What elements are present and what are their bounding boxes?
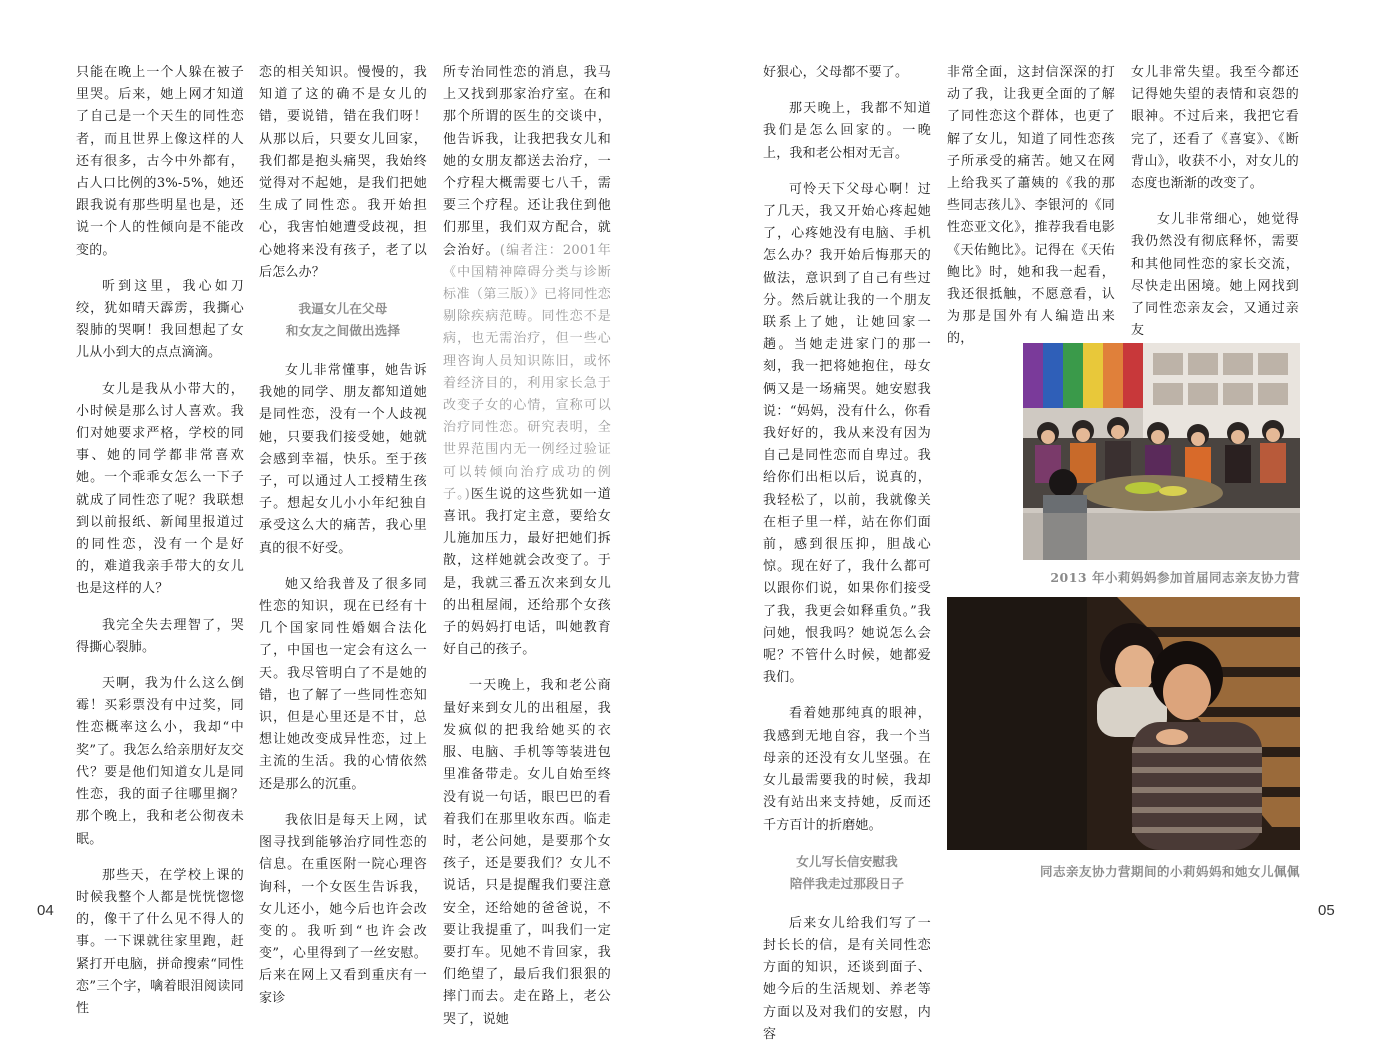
photo-caption: 同志亲友协力营期间的小莉妈妈和她女儿佩佩 <box>1039 864 1300 879</box>
paragraph: 天啊，我为什么这么倒霉！买彩票没有中过奖，同性恋概率这么小，我却“中奖”了。我怎么给亲朋好友交代？要是他们知道女儿是同性恋，我的面子往哪里搁？那个晚上，我和老公彻夜未眠。 <box>76 676 244 847</box>
paragraph: 女儿非常懂事，她告诉我她的同学、朋友都知道她是同性恋，没有一个人歧视她，只要我们接受她，她就会感到幸福，快乐。至于孩子，可以通过人工授精生孩子。想起女儿小小年纪独自承受这么大的痛苦，我心里真的很不好受。 <box>259 363 427 556</box>
right-column-2 <box>947 62 1115 365</box>
left-column-3 <box>443 62 611 1045</box>
section-subheading <box>259 298 427 342</box>
paragraph: 非常全面，这封信深深的打动了我，让我更全面的了解了同性恋这个群体，也更了解了女儿，知道了同性恋孩子所承受的痛苦。她又在网上给我买了蕭姨的《我的那些同志孩儿》、李银河的《同性恋亚文化》，推荐我看电影《天佑鲍比》。记得在《天佑鲍比》时，她和我一起看，我还很抵触，不愿意看，认为那是国外有人编造出来的， <box>947 65 1115 347</box>
paragraph: 她又给我普及了很多同性恋的知识，现在已经有十几个国家同性婚姻合法化了，中国也一定会有这么一天。我尽管明白了不是她的错，也了解了一些同性恋知识，但是心里还是不甘，总想让她改变成异性恋，过上主流的生活。我的心情依然还是那么的沉重。 <box>259 576 427 792</box>
editor-note: (编者注：2001年《中国精神障碍分类与诊断标准（第三版）》已将同性恋剔除疾病范畴。同性恋不是病，也无需治疗，但一些心理咨询人员知识陈旧，或怀着经济目的，利用家长急于改变子女的心情，宣称可以治疗同性恋。研究表明，全世界范围内无一例经过验证可以转倾向治疗成功的例子。) <box>443 242 611 502</box>
paragraph-text: 医生说的这些犹如一道喜讯。我打定主意，要给女儿施加压力，最好把她们拆散，这样她就会改变了。于是，我就三番五次来到女儿的出租屋闹，还给那个女孩子的妈妈打电话，叫她教育好自己的孩子。 <box>443 486 611 658</box>
mother-daughter-photo <box>947 597 1300 850</box>
left-column-1 <box>76 62 244 1034</box>
paragraph: 好狠心，父母都不要了。 <box>763 65 909 80</box>
paragraph: 看着她那纯真的眼神，我感到无地自容，我一个当母亲的还没有女儿坚强。在女儿最需要我的时候，我却没有站出来支持她，反而还千方百计的折磨她。 <box>763 706 931 833</box>
paragraph-text: 所专治同性恋的消息，我马上又找到那家治疗室。在和那个所谓的医生的交谈中，他告诉我，让我把我女儿和她的女朋友都送去治疗，一个疗程大概需要七八千，需要三个疗程。还让我住到他们那里，我们双方配合，就会治好。 <box>443 65 611 258</box>
subheading-line: 和女友之间做出选择 <box>285 323 401 339</box>
paragraph: 女儿是我从小带大的，小时候是那么讨人喜欢。我们对她要求严格，学校的同事、她的同学都非常喜欢她。一个乖乖女怎么一下子就成了同性恋了呢？我联想到以前报纸、新闻里报道过的同性恋，没有一个是好的，难道我亲手带大的女儿也是这样的人？ <box>76 381 244 597</box>
paragraph: 那天晚上，我都不知道我们是怎么回家的。一晚上，我和老公相对无言。 <box>763 101 931 161</box>
paragraph: 听到这里，我心如刀绞，犹如晴天霹雳，我撕心裂肺的哭啊！我回想起了女儿从小到大的点点滴滴。 <box>76 278 244 361</box>
paragraph: 后来女儿给我们写了一封长长的信，是有关同性恋方面的知识，还谈到面子、她今后的生活规划、养老等方面以及对我们的安慰，内容 <box>763 915 931 1042</box>
paragraph <box>443 62 611 661</box>
paragraph: 女儿非常细心，她觉得我仍然没有彻底释怀，需要和其他同性恋的家长交流，尽快走出困境。她上网找到了同性恋亲友会，又通过亲友 <box>1131 212 1299 339</box>
paragraph: 可怜天下父母心啊！过了几天，我又开始心疼起她了，心疼她没有电脑、手机怎么办？我开始后悔那天的做法，意识到了自己有些过分。然后就让我的一个朋友联系上了她，让她回家一趟。当她走进家门的那一刻，我一把将她抱住，母女俩又是一场痛哭。她安慰我说：“妈妈，没有什么，你看我好好的，我从来没有因为自己是同性恋而自卑过。我给你们出柜以后，说真的，我轻松了，以前，我就像关在柜子里一样，站在你们面前，感到很压抑，胆战心惊。现在好了，我什么都可以跟你们说，如果你们接受了我，我更会如释重负。”我问她，恨我吗？她说怎么会呢？不管什么时候，她都爱我们。 <box>763 181 931 686</box>
right-column-1 <box>763 62 931 1060</box>
group-meeting-photo <box>1023 343 1300 560</box>
paragraph: 我完全失去理智了，哭得撕心裂肺。 <box>76 617 244 655</box>
photo-caption: 2013 年小莉妈妈参加首届同志亲友协力营 <box>1050 570 1300 585</box>
subheading-line: 女儿写长信安慰我 <box>796 853 898 869</box>
left-column-2 <box>259 62 427 1024</box>
section-subheading <box>763 851 931 895</box>
paragraph: 一天晚上，我和老公商量好来到女儿的出租屋，我发疯似的把我给她买的衣服、电脑、手机等等装进包里准备带走。女儿自始至终没有说一句话，眼巴巴的看着我们在那里收东西。临走时，老公问她，是要那个女孩子，还是要我们？女儿不说话，只是提醒我们要注意安全，还给她的爸爸说，不要让我提重了，叫我们一定要打车。见她不肯回家，我们绝望了，最后我们狠狠的摔门而去。走在路上，老公哭了，说她 <box>443 678 611 1027</box>
page-number-right: 05 <box>1318 902 1335 919</box>
paragraph: 女儿非常失望。我至今都还记得她失望的表情和哀怨的眼神。不过后来，我把它看完了，还看了《喜宴》、《断背山》，收获不小，对女儿的态度也渐渐的改变了。 <box>1131 65 1299 192</box>
mother-daughter-illustration <box>947 597 1300 850</box>
right-column-3 <box>1131 62 1299 356</box>
paragraph: 只能在晚上一个人躲在被子里哭。后来，她上网才知道了自己是一个天生的同性恋者，而且世界上像这样的人还有很多，古今中外都有，占人口比例的3%-5%，她还跟我说有那些明星也是，还说一个人的性倾向是不能改变的。 <box>76 65 244 258</box>
paragraph: 恋的相关知识。慢慢的，我知道了这的确不是女儿的错，要说错，错在我们呀！从那以后，只要女儿回家，我们都是抱头痛哭，我始终觉得对不起她，是我们把她生成了同性恋。我开始担心，我害怕她遭受歧视，担心她将来没有孩子，老了以后怎么办？ <box>259 65 427 280</box>
subheading-line: 陪伴我走过那段日子 <box>789 875 905 891</box>
subheading-line: 我逼女儿在父母 <box>298 301 388 317</box>
paragraph: 那些天，在学校上课的时候我整个人都是恍恍惚惚的，像干了什么见不得人的事。一下课就往家里跑，赶紧打开电脑，拼命搜索“同性恋”三个字，噙着眼泪阅读同性 <box>76 867 244 1016</box>
paragraph: 我依旧是每天上网，试图寻找到能够治疗同性恋的信息。在重医附一院心理咨询科，一个女医生告诉我，女儿还小，她今后也许会改变的。我听到“也许会改变”，心里得到了一丝安慰。后来在网上又看到重庆有一家诊 <box>259 812 427 1006</box>
page-number-left: 04 <box>37 902 54 919</box>
group-meeting-illustration <box>1023 343 1300 560</box>
